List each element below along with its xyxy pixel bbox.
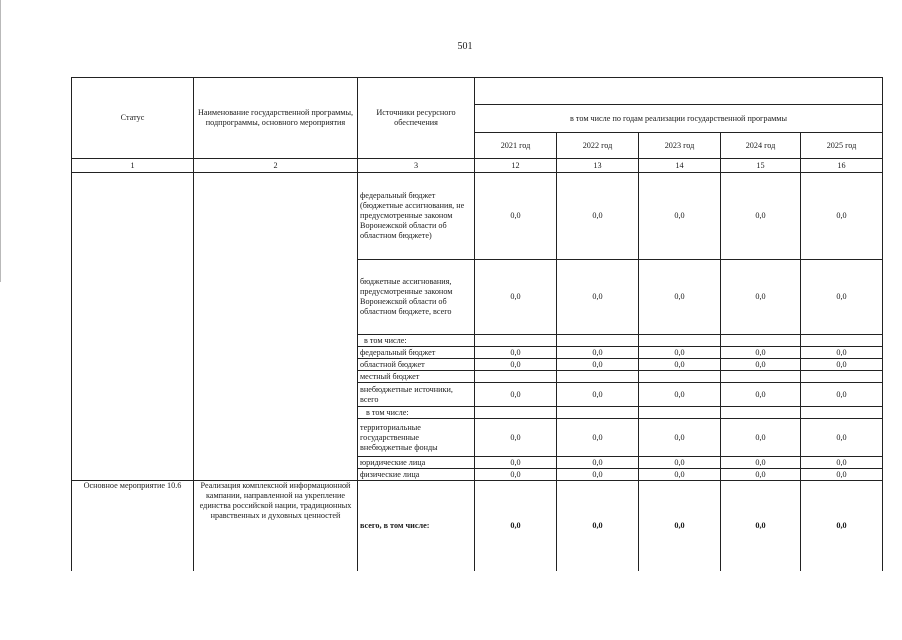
main-event-source: всего, в том числе: [358, 481, 475, 571]
source-cell: в том числе: [358, 335, 475, 347]
value-cell [721, 335, 801, 347]
value-cell: 0,0 [639, 457, 721, 469]
value-cell: 0,0 [801, 469, 883, 481]
source-cell: федеральный бюджет [358, 347, 475, 359]
source-cell: в том числе: [358, 407, 475, 419]
main-event-value: 0,0 [639, 481, 721, 571]
value-cell: 0,0 [557, 173, 639, 260]
value-cell [557, 371, 639, 383]
value-cell: 0,0 [475, 359, 557, 371]
header-sources: Источники ресурсного обеспечения [358, 78, 475, 159]
source-cell: внебюджетные источники, всего [358, 383, 475, 407]
value-cell: 0,0 [557, 383, 639, 407]
source-cell: территориальные государственные внебюджетные фонды [358, 419, 475, 457]
header-year: 2024 год [721, 133, 801, 159]
value-cell: 0,0 [557, 260, 639, 335]
header-name: Наименование государственной программы, подпрограммы, основного мероприятия [194, 78, 358, 159]
column-number: 1 [72, 159, 194, 173]
value-cell [721, 407, 801, 419]
value-cell: 0,0 [721, 347, 801, 359]
value-cell: 0,0 [801, 359, 883, 371]
value-cell [557, 335, 639, 347]
value-cell: 0,0 [721, 469, 801, 481]
value-cell: 0,0 [475, 469, 557, 481]
main-event-value: 0,0 [721, 481, 801, 571]
value-cell: 0,0 [557, 359, 639, 371]
value-cell: 0,0 [721, 419, 801, 457]
value-cell [639, 407, 721, 419]
source-cell: областной бюджет [358, 359, 475, 371]
value-cell [639, 335, 721, 347]
main-event-value: 0,0 [475, 481, 557, 571]
column-number: 13 [557, 159, 639, 173]
value-cell [721, 371, 801, 383]
value-cell: 0,0 [721, 260, 801, 335]
name-cell-empty [194, 173, 358, 481]
column-number: 14 [639, 159, 721, 173]
value-cell [639, 371, 721, 383]
value-cell: 0,0 [801, 173, 883, 260]
header-year: 2022 год [557, 133, 639, 159]
value-cell: 0,0 [639, 359, 721, 371]
value-cell: 0,0 [801, 457, 883, 469]
header-year: 2023 год [639, 133, 721, 159]
value-cell: 0,0 [475, 383, 557, 407]
value-cell: 0,0 [639, 260, 721, 335]
main-event-value: 0,0 [801, 481, 883, 571]
value-cell: 0,0 [639, 173, 721, 260]
column-number: 15 [721, 159, 801, 173]
value-cell [475, 407, 557, 419]
page-number: 501 [457, 41, 473, 52]
value-cell [801, 371, 883, 383]
status-cell-empty [72, 173, 194, 481]
value-cell: 0,0 [801, 260, 883, 335]
value-cell: 0,0 [475, 347, 557, 359]
main-event-name: Реализация комплексной информационной кампании, направленной на укрепление единства российской нации, традиционных нравственных и духовных ценностей [194, 481, 358, 571]
column-number: 16 [801, 159, 883, 173]
column-number: 3 [358, 159, 475, 173]
value-cell: 0,0 [721, 457, 801, 469]
main-event-value: 0,0 [557, 481, 639, 571]
source-cell: юридические лица [358, 457, 475, 469]
column-number: 12 [475, 159, 557, 173]
value-cell: 0,0 [639, 469, 721, 481]
value-cell: 0,0 [475, 260, 557, 335]
source-cell: местный бюджет [358, 371, 475, 383]
column-number: 2 [194, 159, 358, 173]
source-cell: физические лица [358, 469, 475, 481]
value-cell: 0,0 [801, 347, 883, 359]
source-cell: бюджетные ассигнования, предусмотренные законом Воронежской области об областном бюджете, всего [358, 260, 475, 335]
value-cell: 0,0 [557, 419, 639, 457]
value-cell: 0,0 [721, 383, 801, 407]
value-cell [801, 407, 883, 419]
value-cell: 0,0 [475, 457, 557, 469]
value-cell [475, 371, 557, 383]
value-cell: 0,0 [639, 347, 721, 359]
value-cell [801, 335, 883, 347]
resource-table [71, 77, 883, 571]
main-event-status: Основное мероприятие 10.6 [72, 481, 194, 571]
value-cell: 0,0 [721, 173, 801, 260]
value-cell: 0,0 [557, 457, 639, 469]
header-blank [475, 78, 883, 105]
value-cell [475, 335, 557, 347]
value-cell: 0,0 [639, 383, 721, 407]
value-cell: 0,0 [557, 469, 639, 481]
source-cell: федеральный бюджет (бюджетные ассигнования, не предусмотренные законом Воронежской области об областном бюджете) [358, 173, 475, 260]
header-year: 2021 год [475, 133, 557, 159]
header-year: 2025 год [801, 133, 883, 159]
value-cell: 0,0 [475, 173, 557, 260]
value-cell: 0,0 [639, 419, 721, 457]
value-cell: 0,0 [557, 347, 639, 359]
value-cell: 0,0 [721, 359, 801, 371]
value-cell: 0,0 [475, 419, 557, 457]
header-status: Статус [72, 78, 194, 159]
value-cell: 0,0 [801, 383, 883, 407]
value-cell: 0,0 [801, 419, 883, 457]
value-cell [557, 407, 639, 419]
header-by-years: в том числе по годам реализации государственной программы [475, 105, 883, 133]
